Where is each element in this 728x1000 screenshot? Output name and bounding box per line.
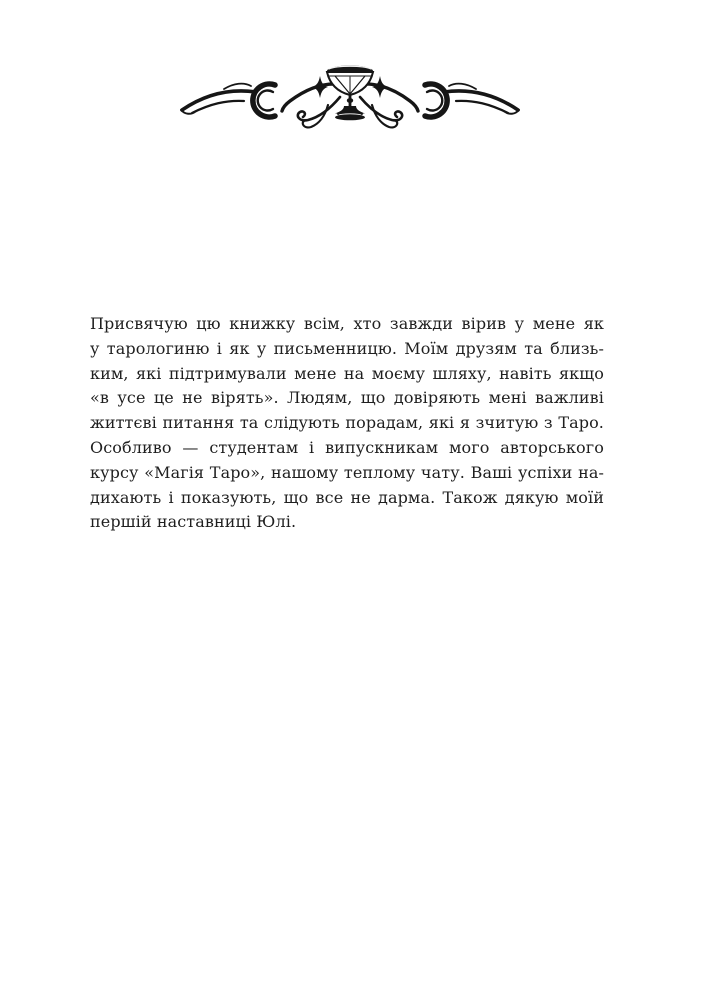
dedication-line: Присвячую цю книжку всім, хто завжди вірив у мене як <box>90 314 604 333</box>
dedication-line: курсу «Магія Таро», нашому теплому чату. Ваші успіхи на- <box>90 462 604 482</box>
flourish-left <box>181 76 340 127</box>
dedication-line: дихають і показують, що все не дарма. Також дякую моїй <box>90 487 604 507</box>
ornament-svg <box>178 59 522 135</box>
dedication-line: ким, які підтримували мене на моєму шляху, навіть якщо <box>90 363 604 383</box>
chalice-flourish-ornament <box>178 59 522 135</box>
dedication-line: Особливо — студентам і випускникам мого авторського <box>90 437 604 457</box>
sparkle-star-icon <box>312 76 328 98</box>
flourish-swirl <box>298 97 340 120</box>
flourish-right <box>360 76 519 127</box>
dedication-text <box>90 312 604 535</box>
dedication-line: «в усе це не вірять». Людям, що довіряють мені важливі <box>90 388 604 408</box>
flourish-sweep <box>192 101 244 113</box>
dedication-line: життєві питання та слідують порадам, які я зчитую з Таро. <box>90 413 604 433</box>
crescent-moon-icon <box>253 84 275 117</box>
dedication-line-last: першій наставниці Юлі. <box>90 512 297 532</box>
chalice-icon <box>327 66 373 121</box>
flourish-sweep <box>224 84 251 89</box>
dedication-line: у тарологиню і як у письменницю. Моїм друзям та близь- <box>90 338 604 358</box>
